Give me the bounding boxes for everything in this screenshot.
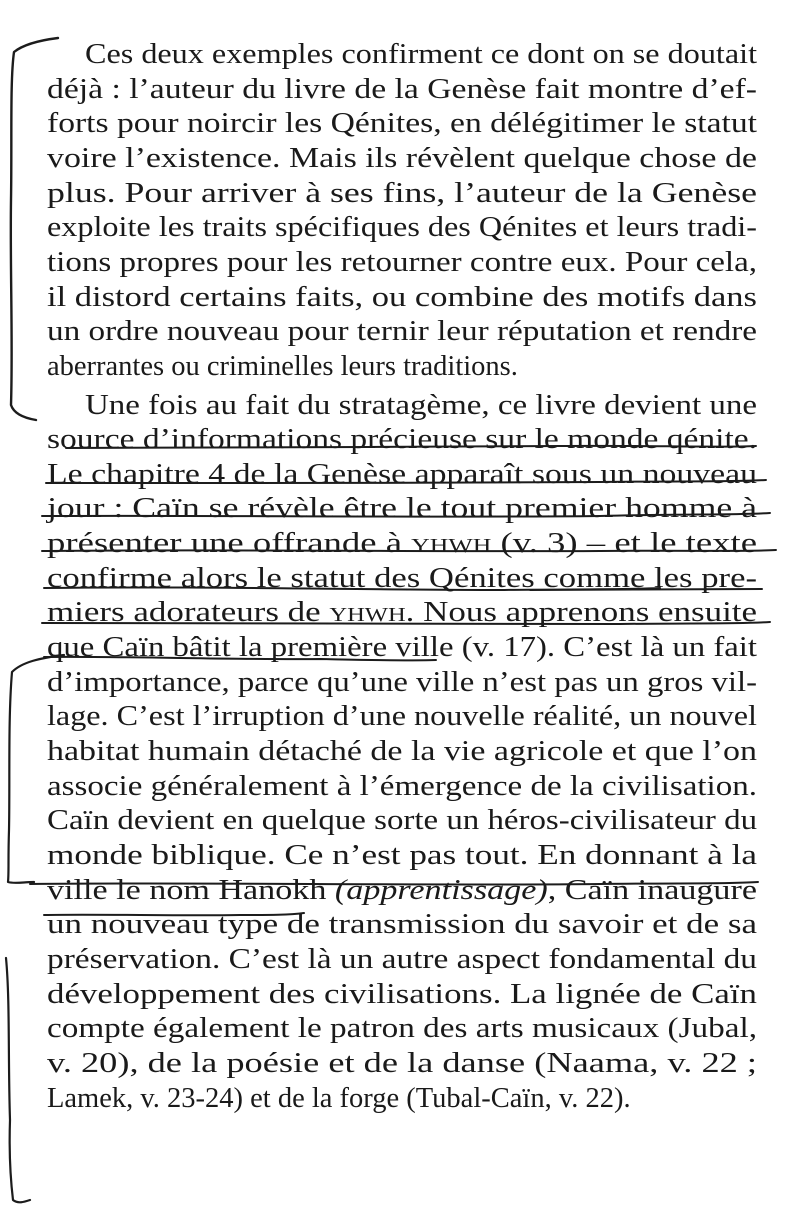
text-line — [85, 38, 757, 72]
text-line — [47, 666, 757, 700]
italic-gloss: (apprentissage) — [334, 874, 548, 906]
text-line — [47, 73, 757, 107]
text-run: un nouveau type de transmission du savoir et de sa — [47, 909, 757, 941]
text-line — [47, 281, 757, 315]
text-run: v. 20), de la poésie et de la danse (Naama, v. 22 ; — [47, 1047, 758, 1079]
text-line — [47, 874, 757, 908]
text-line — [47, 177, 757, 211]
text-run: associe généralement à l’émergence de la civilisation. — [47, 770, 757, 802]
text-line — [47, 458, 757, 492]
text-line — [85, 389, 757, 423]
text-line — [47, 1082, 757, 1116]
text-line — [47, 596, 757, 630]
text-run: miers adorateurs de — [47, 597, 330, 629]
text-line — [47, 562, 757, 596]
text-run: que Caïn bâtit la première ville (v. 17). C’est là un fait — [47, 632, 758, 664]
text-line — [47, 978, 757, 1012]
text-run: habitat humain détaché de la vie agricole et que l’on — [47, 736, 757, 767]
text-line — [47, 350, 757, 384]
text-run: un ordre nouveau pour ternir leur réputation et rendre — [47, 316, 758, 348]
text-run: lage. C’est l’irruption d’une nouvelle réalité, un nouvel — [47, 701, 757, 733]
text-run: présenter une offrande à — [47, 528, 412, 560]
text-run: Le chapitre 4 de la Genèse apparaît sous un nouveau — [47, 458, 758, 490]
text-run: Ces deux exemples confirment ce dont on se doutait — [85, 39, 758, 70]
text-line — [47, 492, 757, 526]
text-run: compte également le patron des arts musicaux (Jubal, — [47, 1013, 758, 1045]
text-line — [47, 315, 757, 349]
text-run: tions propres pour les retourner contre eux. Pour cela, — [47, 246, 758, 278]
text-run: confirme alors le statut des Qénites comme les pre- — [47, 562, 757, 594]
text-line — [47, 107, 757, 141]
text-line — [47, 804, 757, 838]
text-run: aberrantes ou criminelles leurs traditions. — [47, 350, 518, 382]
text-line — [47, 770, 757, 804]
margin-bracket — [6, 958, 30, 1202]
divine-name-smallcaps: yhwh — [411, 528, 492, 560]
text-run: jour : Caïn se révèle être le tout premier homme à — [47, 493, 757, 525]
text-run: Une fois au fait du stratagème, ce livre devient une — [85, 389, 757, 421]
text-run: source d’informations précieuse sur le monde qénite. — [47, 424, 757, 456]
text-run: (v. 3) – et le texte — [491, 528, 758, 560]
text-run: d’importance, parce qu’une ville n’est pas un gros vil- — [47, 666, 758, 698]
text-run: développement des civilisations. La lignée de Caïn — [47, 978, 757, 1010]
text-run: Lamek, v. 23-24) et de la forge (Tubal-Caïn, v. 22). — [47, 1082, 631, 1114]
text-run: , Caïn inaugure — [547, 874, 757, 906]
text-run: ville le nom Hanokh — [47, 874, 335, 906]
text-line — [47, 631, 757, 665]
text-line — [47, 423, 757, 457]
divine-name-smallcaps: yhwh — [329, 597, 406, 629]
text-run: Caïn devient en quelque sorte un héros-civilisateur du — [47, 805, 758, 837]
text-run: plus. Pour arriver à ses fins, l’auteur de la Genèse — [47, 177, 757, 209]
text-line — [47, 943, 757, 977]
text-line — [47, 527, 757, 561]
text-line — [47, 735, 757, 769]
text-line — [47, 211, 757, 245]
text-line — [47, 142, 757, 176]
text-run: monde biblique. Ce n’est pas tout. En donnant à la — [47, 839, 757, 871]
text-line — [47, 246, 757, 280]
text-line — [47, 1047, 757, 1081]
text-run: . Nous apprenons ensuite — [405, 597, 758, 629]
text-run: préservation. C’est là un autre aspect fondamental du — [47, 943, 757, 975]
text-line — [47, 908, 757, 942]
text-run: exploite les traits spécifiques des Qénites et leurs tradi- — [47, 212, 757, 244]
text-line — [47, 1012, 757, 1046]
text-run: déjà : l’auteur du livre de la Genèse fait montre d’ef- — [47, 73, 758, 105]
text-run: forts pour noircir les Qénites, en délégitimer le statut — [47, 108, 757, 140]
text-line — [47, 839, 757, 873]
text-run: il distord certains faits, ou combine des motifs dans — [47, 281, 757, 313]
text-line — [47, 700, 757, 734]
text-run: voire l’existence. Mais ils révèlent quelque chose de — [47, 142, 757, 174]
